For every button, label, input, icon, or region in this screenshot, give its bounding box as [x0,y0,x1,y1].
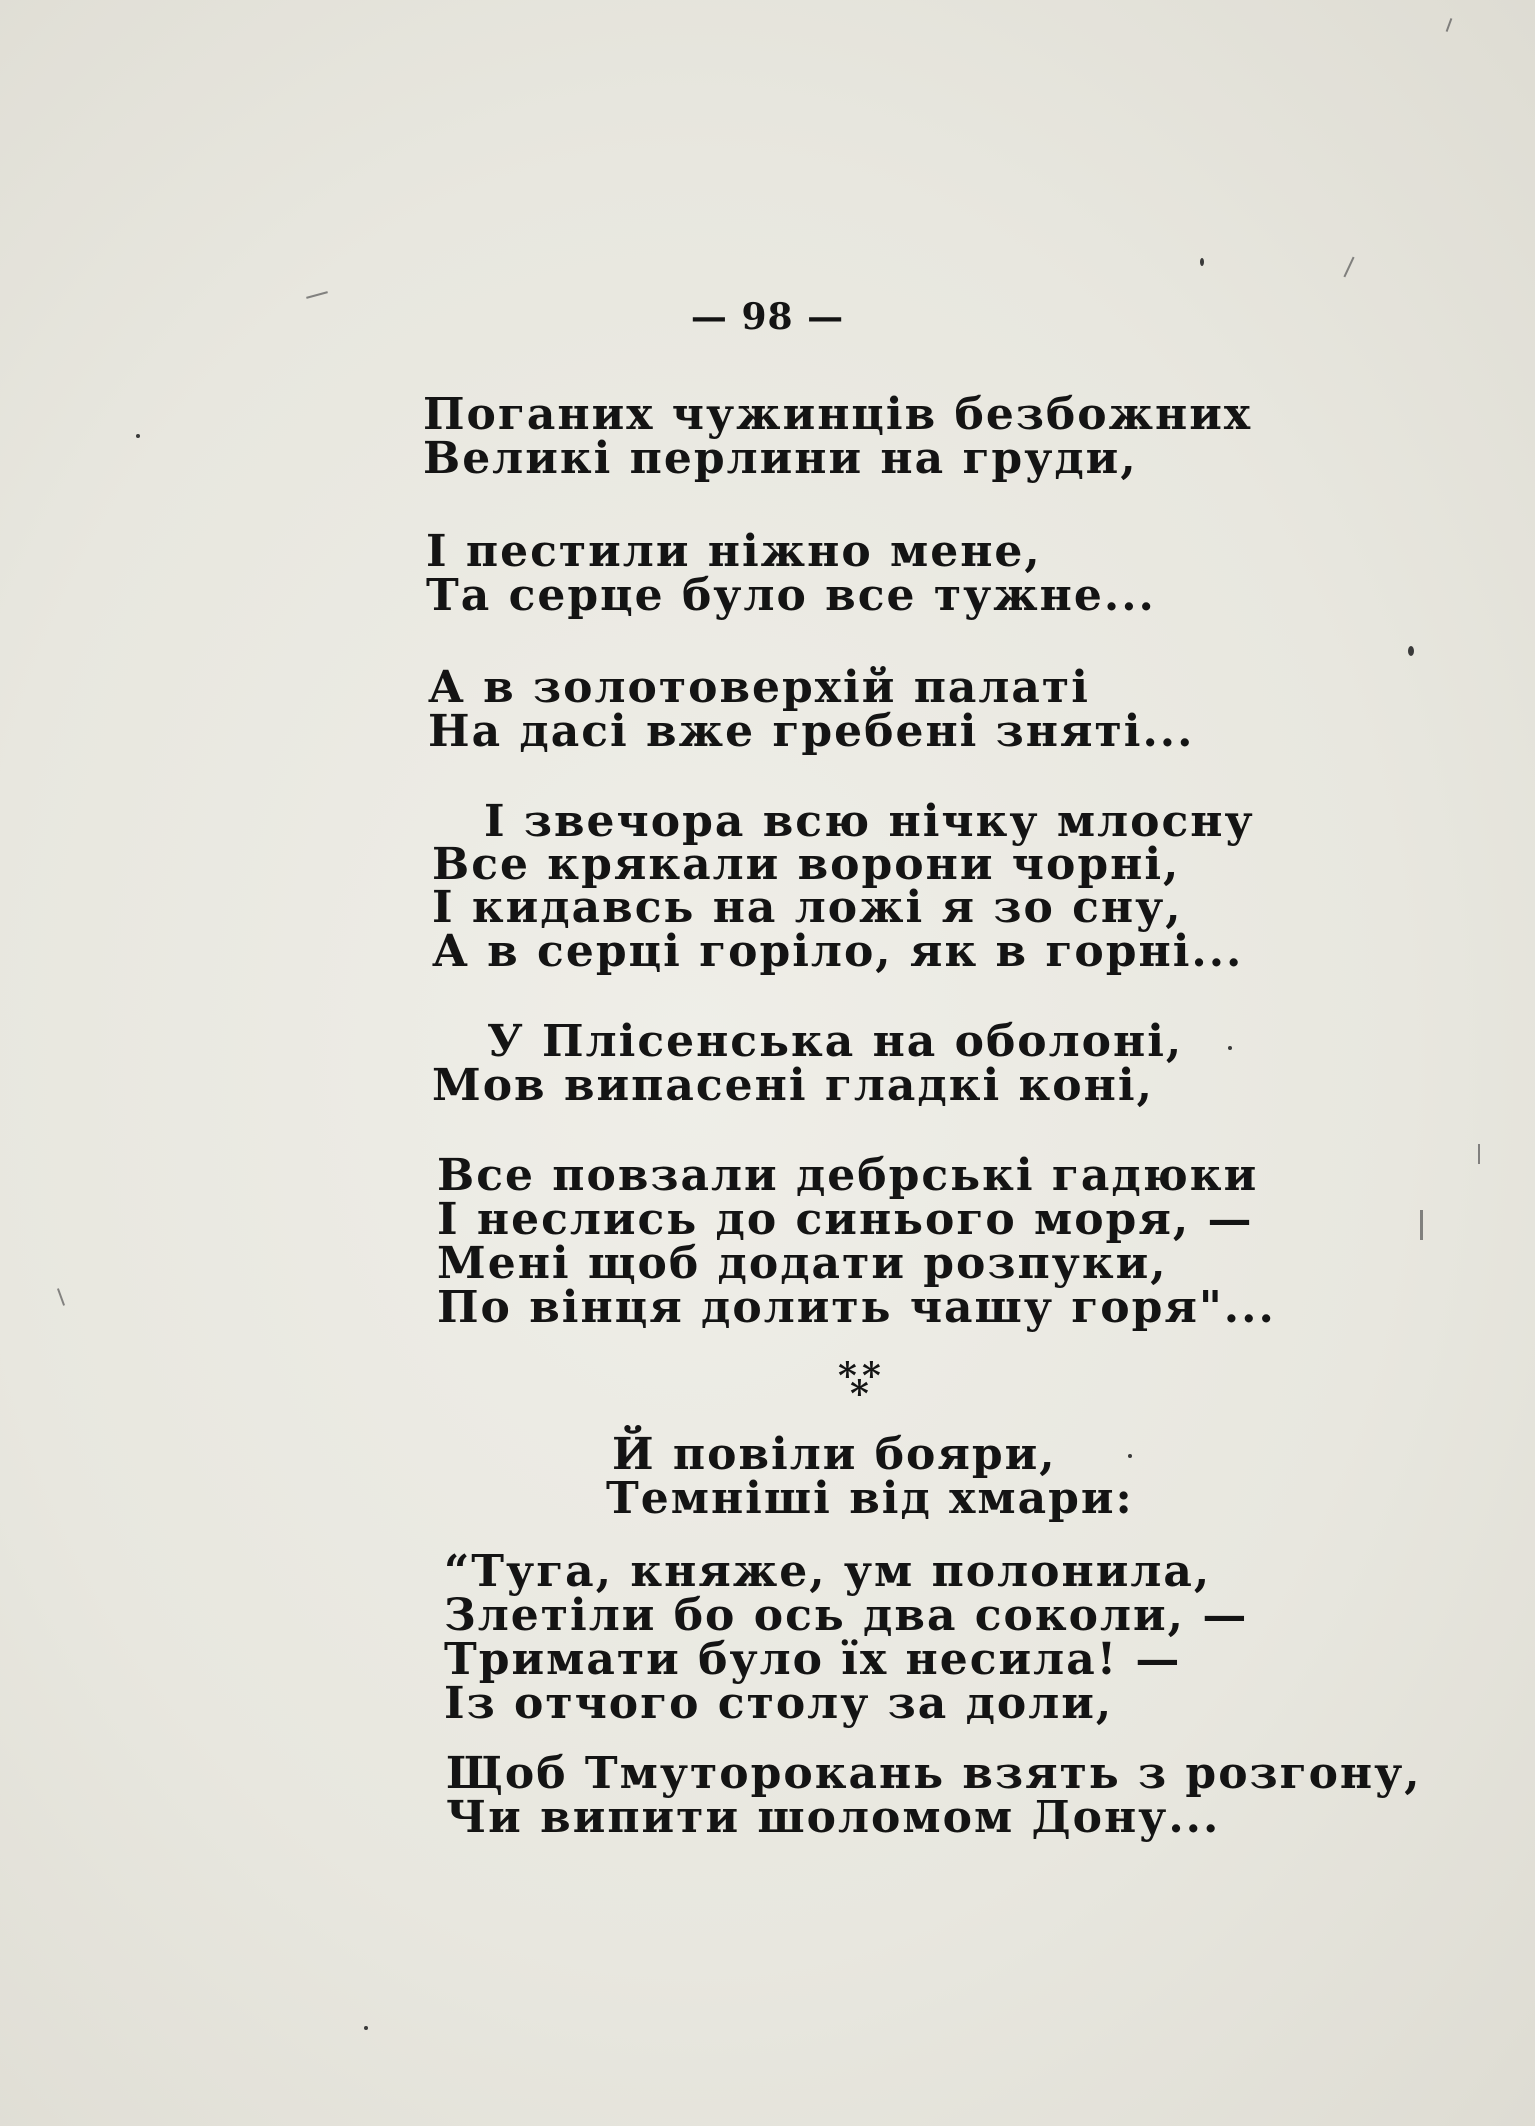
paper-speck [1408,646,1414,656]
poem-line: Тримати було їх несила! — [444,1634,1182,1685]
paper-speck [1200,258,1204,266]
paper-speck [1128,1454,1132,1458]
poem-line: Мов випасені гладкі коні, [432,1060,1154,1111]
paper-scratch [1446,18,1453,32]
poem-line: У Плісенська на оболоні, [487,1016,1184,1067]
poem-line: Й повіли бояри, [612,1429,1057,1480]
paper-scratch [1420,1210,1423,1240]
poem-line: Із отчого столу за доли, [444,1678,1114,1729]
paper-speck [136,434,140,438]
poem-line: Темніші від хмари: [606,1473,1134,1524]
page-number: — 98 — [690,296,845,338]
poem-line: Мені щоб додати розпуки, [437,1238,1168,1289]
poem-line: Злетіли бо ось два соколи, — [444,1590,1249,1641]
asterism-star: * [862,1355,881,1397]
paper-scratch [1478,1144,1480,1164]
poem-line: І пестили ніжно мене, [426,526,1042,577]
poem-line: На дасі вже гребені зняті... [428,706,1195,757]
poem-line: Чи випити шоломом Дону... [446,1792,1221,1843]
poem-line: Поганих чужинців безбожних [423,389,1253,440]
paper-scratch [57,1288,65,1306]
asterism-star: * [850,1373,869,1415]
poem-line: Великі перлини на груди, [423,433,1138,484]
paper-speck [364,2026,368,2030]
paper-speck [1228,1046,1232,1050]
poem-line: А в золотоверхій палаті [428,662,1090,713]
poem-line: А в серці горіло, як в горні... [432,926,1244,977]
poem-line: Та серце було все тужне... [426,570,1156,621]
asterism-divider [832,1350,892,1415]
poem-line: І звечора всю нічку млосну [484,796,1255,847]
paper-scratch [1343,257,1354,278]
poem-line: Все крякали ворони чорні, [432,839,1181,890]
poem-line: По вінця долить чашу горя"... [437,1282,1276,1333]
poem-line: “Туга, княже, ум полонила, [444,1546,1212,1597]
asterism-star: * [838,1355,857,1397]
poem-line: І неслись до синього моря, — [437,1194,1254,1245]
poem-line: Все повзали дебрські гадюки [437,1150,1259,1201]
poem-line: І кидавсь на ложі я зо сну, [432,882,1183,933]
poem-line: Щоб Тмуторокань взять з розгону, [446,1748,1422,1799]
